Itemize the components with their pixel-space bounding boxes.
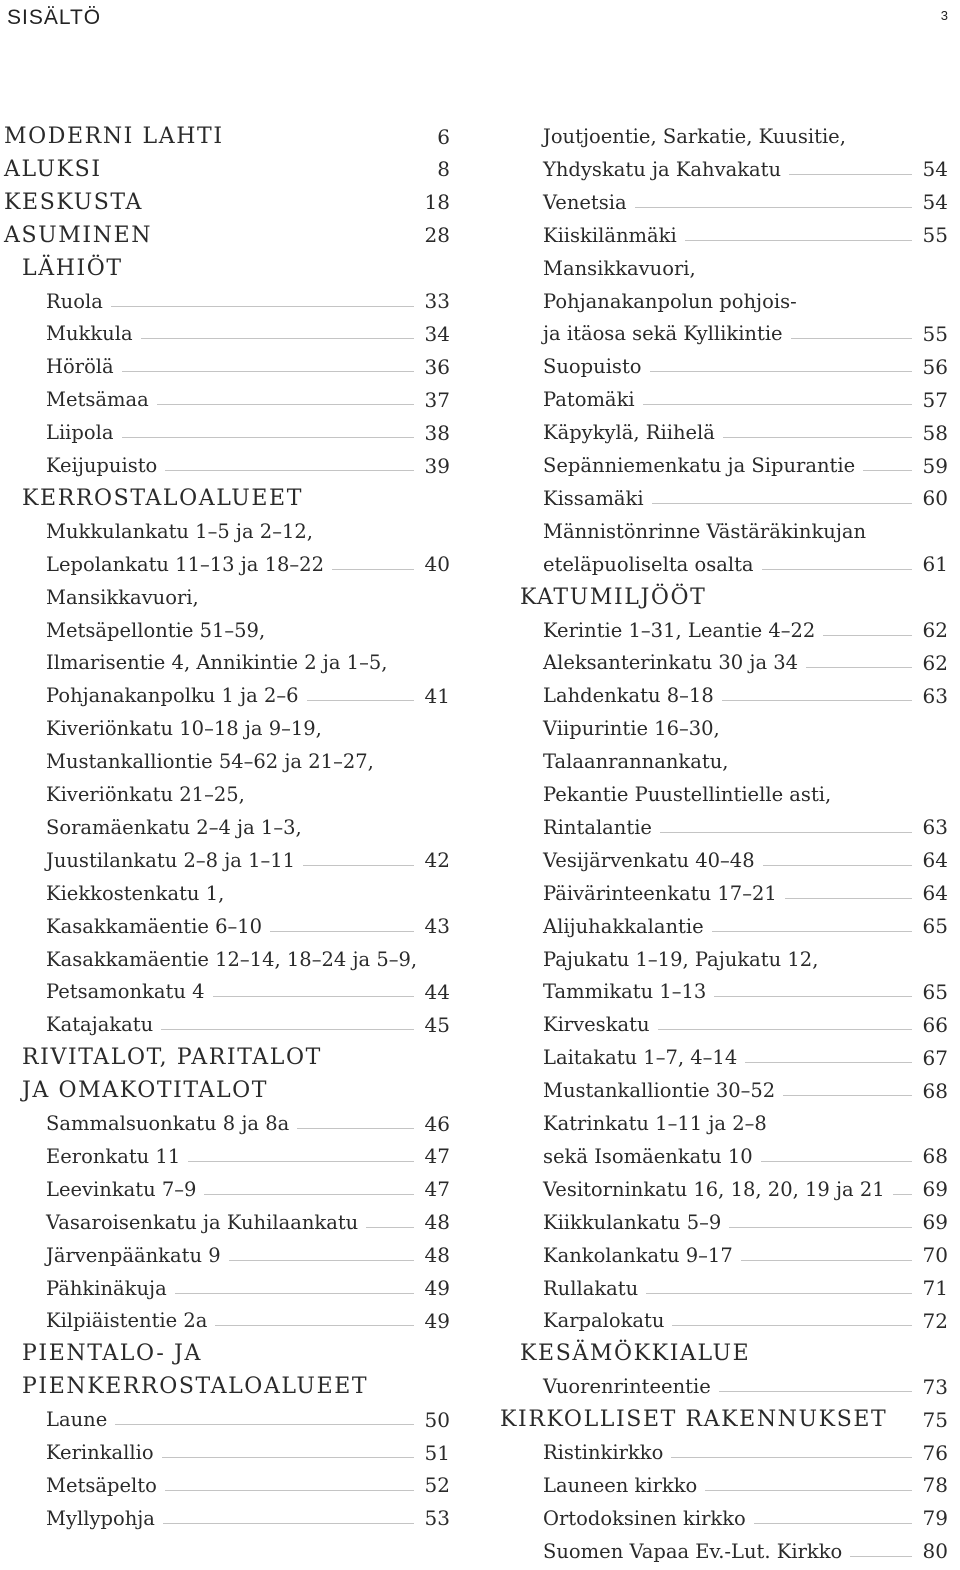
toc-entry-title: RIVITALOT, PARITALOT [22,1045,322,1071]
toc-entry [500,285,958,318]
toc-page-number: 42 [424,848,450,873]
toc-entry [500,1272,958,1305]
leader-line [165,1490,414,1491]
toc-entry [500,1206,958,1239]
toc-entry-title: Pajukatu 1–19, Pajukatu 12, [543,947,819,971]
leader-line [762,569,912,570]
toc-page-number: 63 [922,683,948,708]
toc-entry-title: KESKUSTA [4,189,143,215]
toc-entry [500,844,958,877]
toc-page-number: 51 [424,1440,450,1465]
leader-line [863,470,912,471]
leader-line [763,865,912,866]
leader-line [660,832,912,833]
toc-entry [0,811,460,844]
leader-line [635,207,912,208]
toc-entry-title: Kankolankatu 9–17 [543,1243,733,1267]
toc-heading [500,581,958,614]
toc-entry-title: Mansikkavuori, [46,585,199,609]
toc-entry-title: Sepänniemenkatu ja Sipurantie [543,454,856,477]
toc-page-number: 41 [424,683,450,708]
toc-page-number: 68 [922,1144,948,1169]
leader-line [685,240,912,241]
toc-entry-title: LÄHIÖT [22,255,123,281]
toc-entry [0,745,460,778]
leader-line [754,1523,912,1524]
toc-entry [500,745,958,778]
toc-entry [0,449,460,482]
toc-entry-title: KESÄMÖKKIALUE [520,1341,751,1367]
toc-entry [500,120,958,153]
toc-entry-title: PIENTALO- JA [22,1341,202,1367]
toc-page-number: 52 [424,1473,450,1498]
leader-line [789,174,912,175]
toc-entry-title: Liipola [46,421,114,445]
toc-page-number: 55 [922,223,948,248]
leader-line [165,470,414,471]
toc-page-number: 53 [424,1506,450,1531]
toc-entry-title: Vasaroisenkatu ja Kuhilaankatu [46,1210,359,1234]
toc-entry-title: Kiveriönkatu 21–25, [46,783,245,806]
toc-entry-title: Kasakkamäentie 6–10 [46,914,263,938]
toc-page-number: 37 [424,387,450,412]
toc-entry-title: Juustilankatu 2–8 ja 1–11 [46,848,296,872]
toc-page-number: 71 [922,1276,948,1300]
toc-page-number: 33 [424,289,450,313]
toc-entry [500,1502,958,1535]
toc-entry-title: Vuorenrinteentie [543,1375,711,1399]
toc-page-number: 79 [922,1506,948,1531]
toc-entry-title: Kissamäki [543,486,644,510]
toc-entry-title: Aleksanterinkatu 30 ja 34 [543,651,799,675]
leader-line [213,996,415,997]
toc-entry [0,910,460,943]
toc-entry-title: Ilmarisentie 4, Annikintie 2 ja 1–5, [46,651,388,675]
leader-line [723,437,912,438]
toc-entry-title: Kiveriönkatu 10–18 ja 9–19, [46,717,322,741]
toc-page-number: 39 [424,453,450,478]
toc-page-number: 54 [922,157,948,182]
toc-entry [0,515,460,548]
toc-heading [0,1074,460,1107]
toc-entry-title: KIRKOLLISET RAKENNUKSET [500,1407,888,1433]
toc-entry [0,1436,460,1469]
page-number: 3 [940,8,948,23]
toc-entry [0,581,460,614]
toc-entry-title: Metsäpelto [46,1473,157,1497]
toc-page-number: 64 [922,848,948,873]
toc-entry-title: Tammikatu 1–13 [543,980,707,1004]
toc-entry-title: Lahdenkatu 8–18 [543,684,714,708]
toc-entry [0,350,460,383]
leader-line [672,1325,912,1326]
toc-entry-title: Yhdyskatu ja Kahvakatu [543,157,782,181]
toc-entry-title: Rullakatu [543,1276,639,1300]
toc-entry-title: Ruola [46,289,103,313]
toc-page-number: 47 [424,1177,450,1202]
toc-page-number: 60 [922,486,948,511]
toc-entry-title: sekä Isomäenkatu 10 [543,1144,753,1168]
toc-page-number: 38 [424,420,450,445]
leader-line [785,898,912,899]
toc-entry-title: Vesijärvenkatu 40–48 [543,848,755,872]
leader-line [652,503,912,504]
toc-entry [0,943,460,976]
toc-entry [500,186,958,219]
toc-entry-title: Sammalsuonkatu 8 ja 8a [46,1112,290,1135]
toc-entry-title: Ristinkirkko [543,1441,664,1464]
toc-page-number: 78 [922,1473,948,1498]
toc-page-number: 75 [922,1407,948,1432]
toc-entry [0,975,460,1008]
leader-line [714,996,912,997]
toc-entry-title: Pohjanakanpolku 1 ja 2–6 [46,684,299,708]
toc-entry [500,252,958,285]
toc-entry [500,712,958,745]
toc-entry [0,844,460,877]
leader-line [729,1227,912,1228]
toc-page-number: 44 [424,979,450,1004]
toc-heading [500,1403,958,1436]
toc-entry [500,153,958,186]
leader-line [712,931,912,932]
toc-entry [500,1370,958,1403]
toc-entry-title: Mukkula [46,322,133,346]
toc-entry-title: Lepolankatu 11–13 ja 18–22 [46,552,324,576]
toc-page-number: 46 [424,1111,450,1136]
toc-entry [500,975,958,1008]
toc-page-number: 55 [922,321,948,346]
leader-line [163,1523,414,1524]
toc-entry-title: Kiiskilänmäki [543,223,677,247]
toc-heading [0,1337,460,1370]
toc-page-number: 49 [424,1276,450,1300]
toc-entry-title: Soramäenkatu 2–4 ja 1–3, [46,815,302,839]
toc-entry-title: MODERNI LAHTI [4,124,224,149]
leader-line [893,1194,912,1195]
toc-entry [0,877,460,910]
toc-entry [0,1272,460,1305]
toc-entry-title: Kilpiäistentie 2a [46,1309,208,1333]
toc-entry-title: Katrinkatu 1–11 ja 2–8 [543,1112,767,1135]
toc-entry-title: eteläpuoliselta osalta [543,552,754,576]
toc-page-number: 70 [922,1243,948,1268]
toc-entry-title: Eeronkatu 11 [46,1144,181,1168]
toc-heading [0,1041,460,1074]
toc-entry-title: Launeen kirkko [543,1473,698,1497]
leader-line [791,338,912,339]
toc-entry-title: Karpalokatu [543,1309,665,1333]
toc-entry-title: Joutjoentie, Sarkatie, Kuusitie, [543,125,846,148]
toc-entry-title: Pähkinäkuja [46,1276,167,1300]
toc-entry-title: Kerintie 1–31, Leantie 4–22 [543,618,816,642]
toc-entry-title: Pohjanakanpolun pohjois- [543,289,797,313]
toc-entry-title: Rintalantie [543,815,652,839]
toc-entry [500,383,958,416]
toc-entry [0,1239,460,1272]
toc-page-number: 69 [922,1177,948,1202]
toc-entry [500,1041,958,1074]
leader-line [270,931,414,932]
leader-line [761,1161,912,1162]
leader-line [705,1490,912,1491]
toc-entry-title: ASUMINEN [4,222,153,248]
toc-heading [0,252,460,285]
toc-entry-title: KERROSTALOALUEET [22,485,303,511]
toc-entry [500,548,958,581]
toc-entry-title: Ortodoksinen kirkko [543,1506,746,1530]
toc-entry [0,646,460,679]
toc-entry-title: Mustankalliontie 30–52 [543,1079,776,1103]
toc-entry [500,1304,958,1337]
toc-entry-title: Metsämaa [46,388,149,412]
toc-entry-title: Mustankalliontie 54–62 ja 21–27, [46,750,374,774]
toc-entry [500,614,958,647]
toc-entry-title: Päivärinteenkatu 17–21 [543,881,777,905]
toc-entry [0,679,460,712]
leader-line [307,700,414,701]
toc-entry [500,778,958,811]
toc-entry-title: Suomen Vapaa Ev.-Lut. Kirkko [543,1539,843,1563]
toc-entry [0,1008,460,1041]
toc-page-number: 62 [922,618,948,642]
toc-page-number: 48 [424,1210,450,1235]
leader-line [162,1457,414,1458]
toc-page-number: 45 [424,1012,450,1037]
leader-line [122,437,414,438]
toc-entry-title: Laune [46,1408,108,1432]
toc-page-number: 73 [922,1374,948,1399]
toc-heading [500,1337,958,1370]
toc-entry-title: Mukkulankatu 1–5 ja 2–12, [46,519,313,543]
toc-entry [0,1469,460,1502]
leader-line [204,1194,414,1195]
toc-entry [500,910,958,943]
toc-entry [500,219,958,252]
toc-entry-title: KATUMILJÖÖT [520,584,707,610]
toc-page-number: 43 [424,914,450,939]
toc-entry [500,1074,958,1107]
leader-line [643,404,912,405]
toc-entry-title: Kerinkallio [46,1441,154,1464]
toc-entry [0,614,460,647]
toc-entry [0,1140,460,1173]
leader-line [658,1029,912,1030]
toc-heading [0,219,460,252]
toc-entry [0,285,460,318]
toc-entry [500,1436,958,1469]
toc-page-number: 47 [424,1144,450,1169]
toc-page-number: 34 [424,321,450,346]
leader-line [650,371,912,372]
toc-entry [500,515,958,548]
toc-entry [500,1107,958,1140]
toc-entry-title: ja itäosa sekä Kyllikintie [543,322,783,346]
toc-entry [0,1502,460,1535]
toc-entry-title: Venetsia [543,190,627,214]
toc-page-number: 72 [922,1308,948,1333]
toc-page-number: 65 [922,914,948,939]
toc-entry [500,1469,958,1502]
toc-entry [0,1304,460,1337]
toc-page-number: 57 [922,387,948,412]
toc-entry [0,548,460,581]
toc-page-number: 61 [922,552,948,577]
toc-entry [0,1403,460,1436]
toc-entry-title: Kiekkostenkatu 1, [46,881,225,905]
toc-page-number: 63 [922,815,948,840]
toc-entry [500,811,958,844]
toc-entry [500,350,958,383]
leader-line [157,404,414,405]
toc-entry-title: Suopuisto [543,355,642,379]
toc-entry [0,383,460,416]
leader-line [806,667,912,668]
toc-page-number: 56 [922,354,948,379]
leader-line [215,1325,414,1326]
toc-entry-title: Kasakkamäentie 12–14, 18–24 ja 5–9, [46,947,418,971]
toc-page-number: 6 [437,124,450,149]
toc-page-number: 66 [922,1012,948,1037]
toc-entry-title: Männistönrinne Västäräkinkujan [543,519,867,543]
leader-line [719,1391,912,1392]
toc-heading [0,186,460,219]
toc-entry [500,679,958,712]
toc-page-number: 59 [922,453,948,478]
leader-line [823,635,912,636]
toc-entry-title: Käpykylä, Riihelä [543,421,715,445]
leader-line [115,1424,414,1425]
toc-page-number: 58 [922,420,948,445]
toc-page-number: 62 [922,650,948,675]
leader-line [741,1260,912,1261]
toc-page-number: 8 [437,157,450,182]
toc-entry-title: Kiikkulankatu 5–9 [543,1210,722,1234]
toc-entry-title: Katajakatu [46,1013,154,1037]
toc-entry-title: Viipurintie 16–30, [543,717,720,741]
toc-entry-title: Vesitorninkatu 16, 18, 20, 19 ja 21 [543,1177,885,1201]
toc-page-number: 36 [424,354,450,379]
toc-entry [500,1173,958,1206]
leader-line [850,1556,912,1557]
toc-entry-title: Metsäpellontie 51–59, [46,618,266,642]
leader-line [332,569,414,570]
toc-entry [500,1140,958,1173]
toc-page-number: 28 [424,223,450,248]
toc-entry [500,943,958,976]
leader-line [122,371,414,372]
toc-entry-title: Petsamonkatu 4 [46,980,205,1004]
toc-entry [0,317,460,350]
section-title: SISÄLTÖ [7,6,102,29]
toc-entry [500,482,958,515]
leader-line [175,1293,414,1294]
leader-line [297,1128,414,1129]
toc-entry [500,416,958,449]
toc-entry-title: Kirveskatu [543,1013,650,1037]
leader-line [646,1293,912,1294]
toc-entry [0,1206,460,1239]
toc-heading [0,482,460,515]
leader-line [722,700,912,701]
toc-entry [0,1173,460,1206]
toc-heading [0,153,460,186]
toc-entry [0,778,460,811]
toc-page-number: 67 [922,1045,948,1070]
leader-line [141,338,414,339]
toc-entry-title: ALUKSI [4,156,102,182]
toc-entry-title: Mansikkavuori, [543,256,696,280]
toc-page-number: 50 [424,1407,450,1432]
leader-line [671,1457,912,1458]
toc-entry [0,1107,460,1140]
toc-page-number: 76 [922,1440,948,1465]
toc-page-number: 80 [922,1539,948,1564]
toc-entry-title: Järvenpäänkatu 9 [46,1243,221,1267]
toc-page-number: 49 [424,1308,450,1333]
leader-line [111,306,414,307]
toc-page-number: 18 [424,190,450,215]
toc-page-number: 68 [922,1078,948,1103]
leader-line [229,1260,414,1261]
toc-entry-title: Hörölä [46,355,114,379]
toc-page-number: 48 [424,1243,450,1268]
toc-page-number: 65 [922,979,948,1004]
toc-entry [500,1535,958,1568]
leader-line [366,1227,414,1228]
toc-entry [500,317,958,350]
toc-entry-title: Talaanrannankatu, [543,750,729,774]
toc-heading [0,120,460,153]
toc-entry [500,877,958,910]
leader-line [303,865,414,866]
toc-entry-title: Laitakatu 1–7, 4–14 [543,1046,738,1070]
toc-entry-title: Keijupuisto [46,454,158,477]
toc-entry-title: JA OMAKOTITALOT [22,1078,269,1104]
toc-entry [0,416,460,449]
leader-line [161,1029,414,1030]
toc-entry-title: Pekantie Puustellintielle asti, [543,783,832,806]
toc-page-number: 54 [922,190,948,215]
toc-page-number: 69 [922,1210,948,1235]
toc-entry [500,646,958,679]
toc-heading [0,1370,460,1403]
leader-line [188,1161,414,1162]
toc-page-number: 64 [922,881,948,906]
leader-line [783,1095,912,1096]
toc-entry-title: Alijuhakkalantie [543,914,704,938]
toc-entry [500,1239,958,1272]
toc-entry [0,712,460,745]
toc-entry [500,449,958,482]
leader-line [745,1062,912,1063]
toc-entry-title: Patomäki [543,388,635,412]
toc-page-number: 40 [424,552,450,577]
toc-entry-title: Leevinkatu 7–9 [46,1177,197,1201]
toc-entry-title: PIENKERROSTALOALUEET [22,1374,369,1400]
toc-entry-title: Myllypohja [46,1506,155,1530]
toc-entry [500,1008,958,1041]
